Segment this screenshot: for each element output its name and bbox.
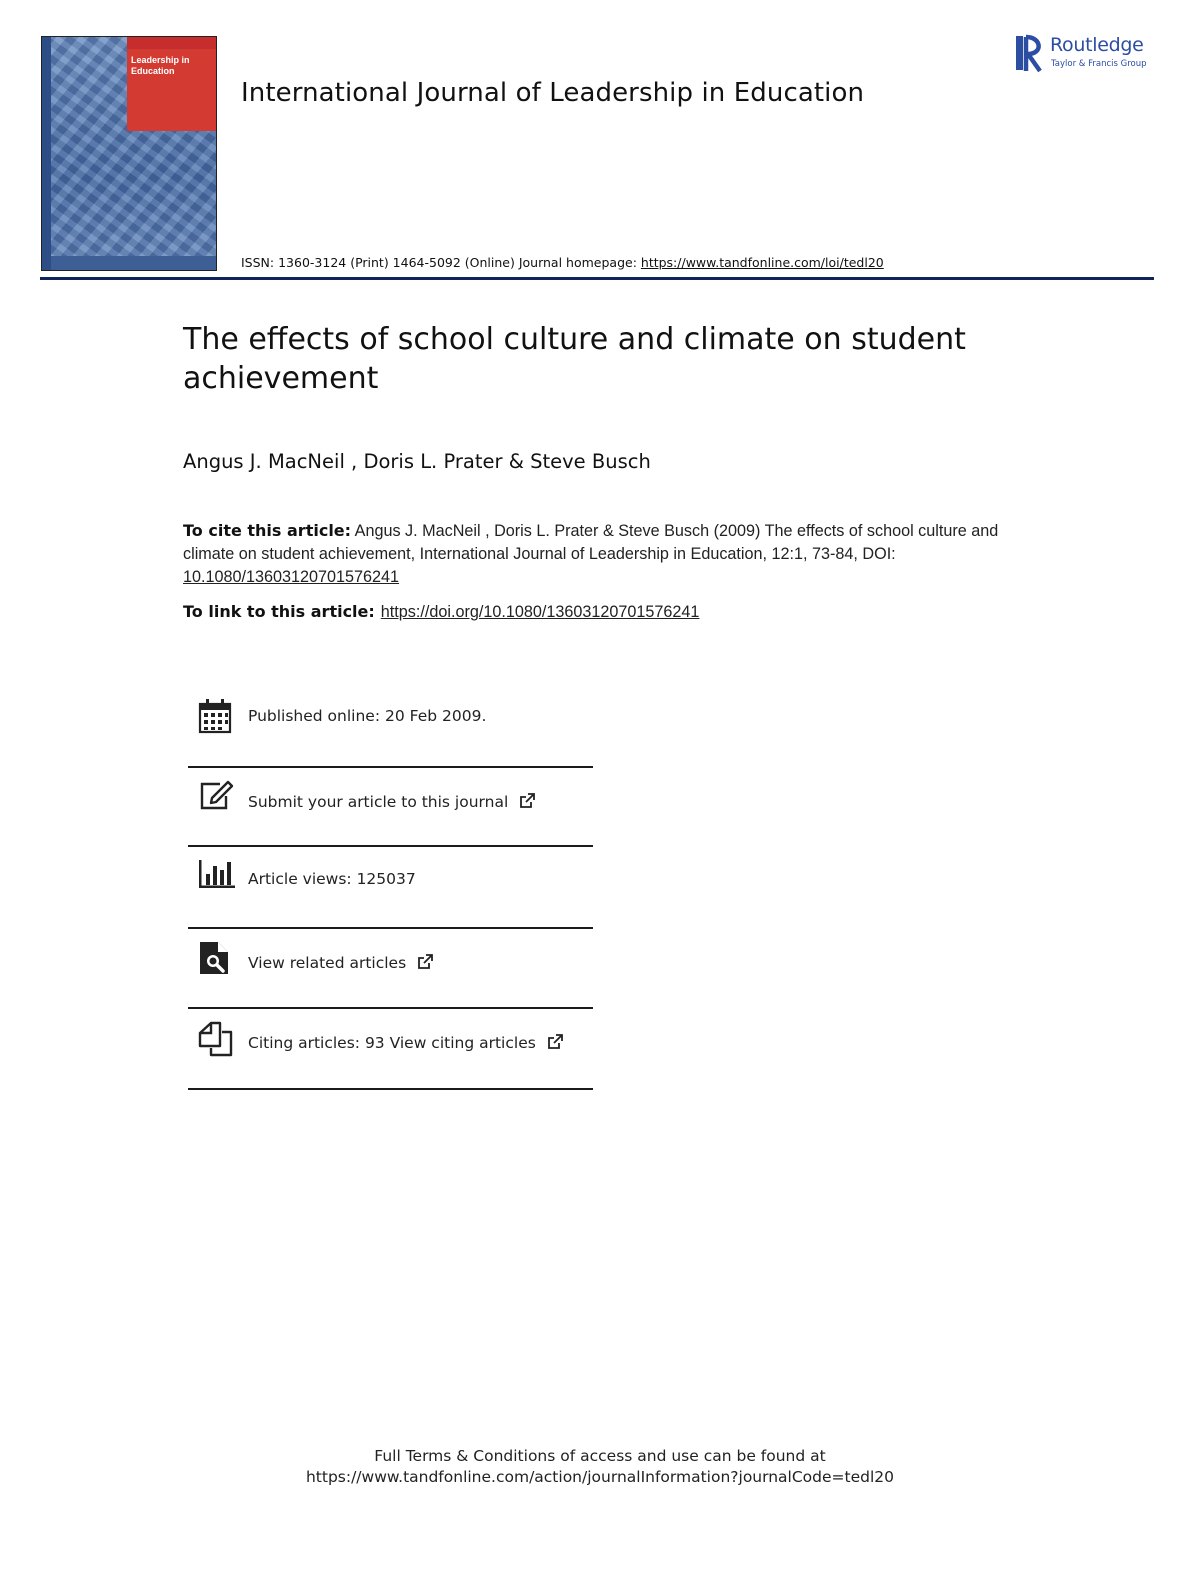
citing-articles-link[interactable] (248, 1034, 563, 1052)
article-views-row (188, 858, 593, 898)
article-title: The effects of school culture and climate on student achievement (183, 322, 966, 396)
header-rule (40, 277, 1154, 280)
edit-icon (198, 778, 234, 812)
submit-article-label: Submit your article to this journal (248, 793, 509, 811)
footer-terms-link[interactable]: https://www.tandfonline.com/action/journalInformation?journalCode=tedl20 (305, 1468, 895, 1486)
publisher-name: Routledge (1050, 34, 1144, 56)
cite-label: To cite this article: (183, 521, 352, 540)
journal-cover-image (41, 36, 217, 271)
related-articles-label: View related articles (248, 954, 407, 972)
publisher-group: Taylor & Francis Group (1051, 59, 1147, 69)
citation-block (183, 519, 1023, 589)
footer-line1: Full Terms & Conditions of access and use can be found at (374, 1447, 826, 1465)
divider (188, 766, 593, 768)
article-authors: Angus J. MacNeil , Doris L. Prater & Steve Busch (183, 450, 651, 473)
calendar-icon (198, 698, 232, 734)
issn-line (241, 255, 884, 270)
cover-title-box (127, 49, 216, 131)
bar-chart-icon (198, 858, 236, 890)
routledge-r-icon (1016, 34, 1046, 74)
published-online-text: Published online: 20 Feb 2009. (248, 707, 487, 725)
divider (188, 927, 593, 929)
copy-documents-icon (198, 1020, 234, 1058)
article-link-line (183, 602, 699, 622)
cite-text: Angus J. MacNeil , Doris L. Prater & Steve Busch (2009) The effects of school culture and climate on student achievement, International Journal of Leadership in Education, 12:1, 73-84, DOI: (183, 522, 999, 563)
cover-bottom-band (51, 256, 216, 270)
journal-homepage-link[interactable]: https://www.tandfonline.com/loi/tedl20 (640, 255, 884, 270)
related-articles-row[interactable] (188, 940, 593, 980)
submit-article-link[interactable] (248, 793, 535, 811)
issn-text: ISSN: 1360-3124 (Print) 1464-5092 (Online) Journal homepage: (241, 255, 641, 270)
external-link-icon (547, 1034, 563, 1050)
publisher-logo[interactable] (1016, 34, 1156, 74)
external-link-icon (519, 793, 535, 809)
divider (188, 1007, 593, 1009)
divider (188, 1088, 593, 1090)
doi-link[interactable]: 10.1080/13603120701576241 (183, 568, 400, 586)
published-online-row (188, 698, 593, 738)
external-link-icon (417, 954, 433, 970)
cover-title-line1: Leadership in (131, 55, 190, 65)
article-url-link[interactable]: https://doi.org/10.1080/13603120701576241 (380, 603, 700, 621)
article-views-text: Article views: 125037 (248, 870, 416, 888)
citing-articles-row[interactable] (188, 1020, 593, 1060)
divider (188, 845, 593, 847)
submit-article-row[interactable] (188, 778, 593, 818)
search-document-icon (198, 940, 230, 976)
journal-name: International Journal of Leadership in Education (241, 78, 865, 108)
cover-spine (42, 37, 51, 270)
citing-articles-label: Citing articles: 93 View citing articles (248, 1034, 536, 1052)
cover-red-strip (127, 37, 216, 49)
footer-terms (0, 1446, 1200, 1488)
related-articles-link[interactable] (248, 954, 433, 972)
cover-title-line2: Education (131, 66, 175, 76)
link-label: To link to this article: (183, 602, 375, 621)
